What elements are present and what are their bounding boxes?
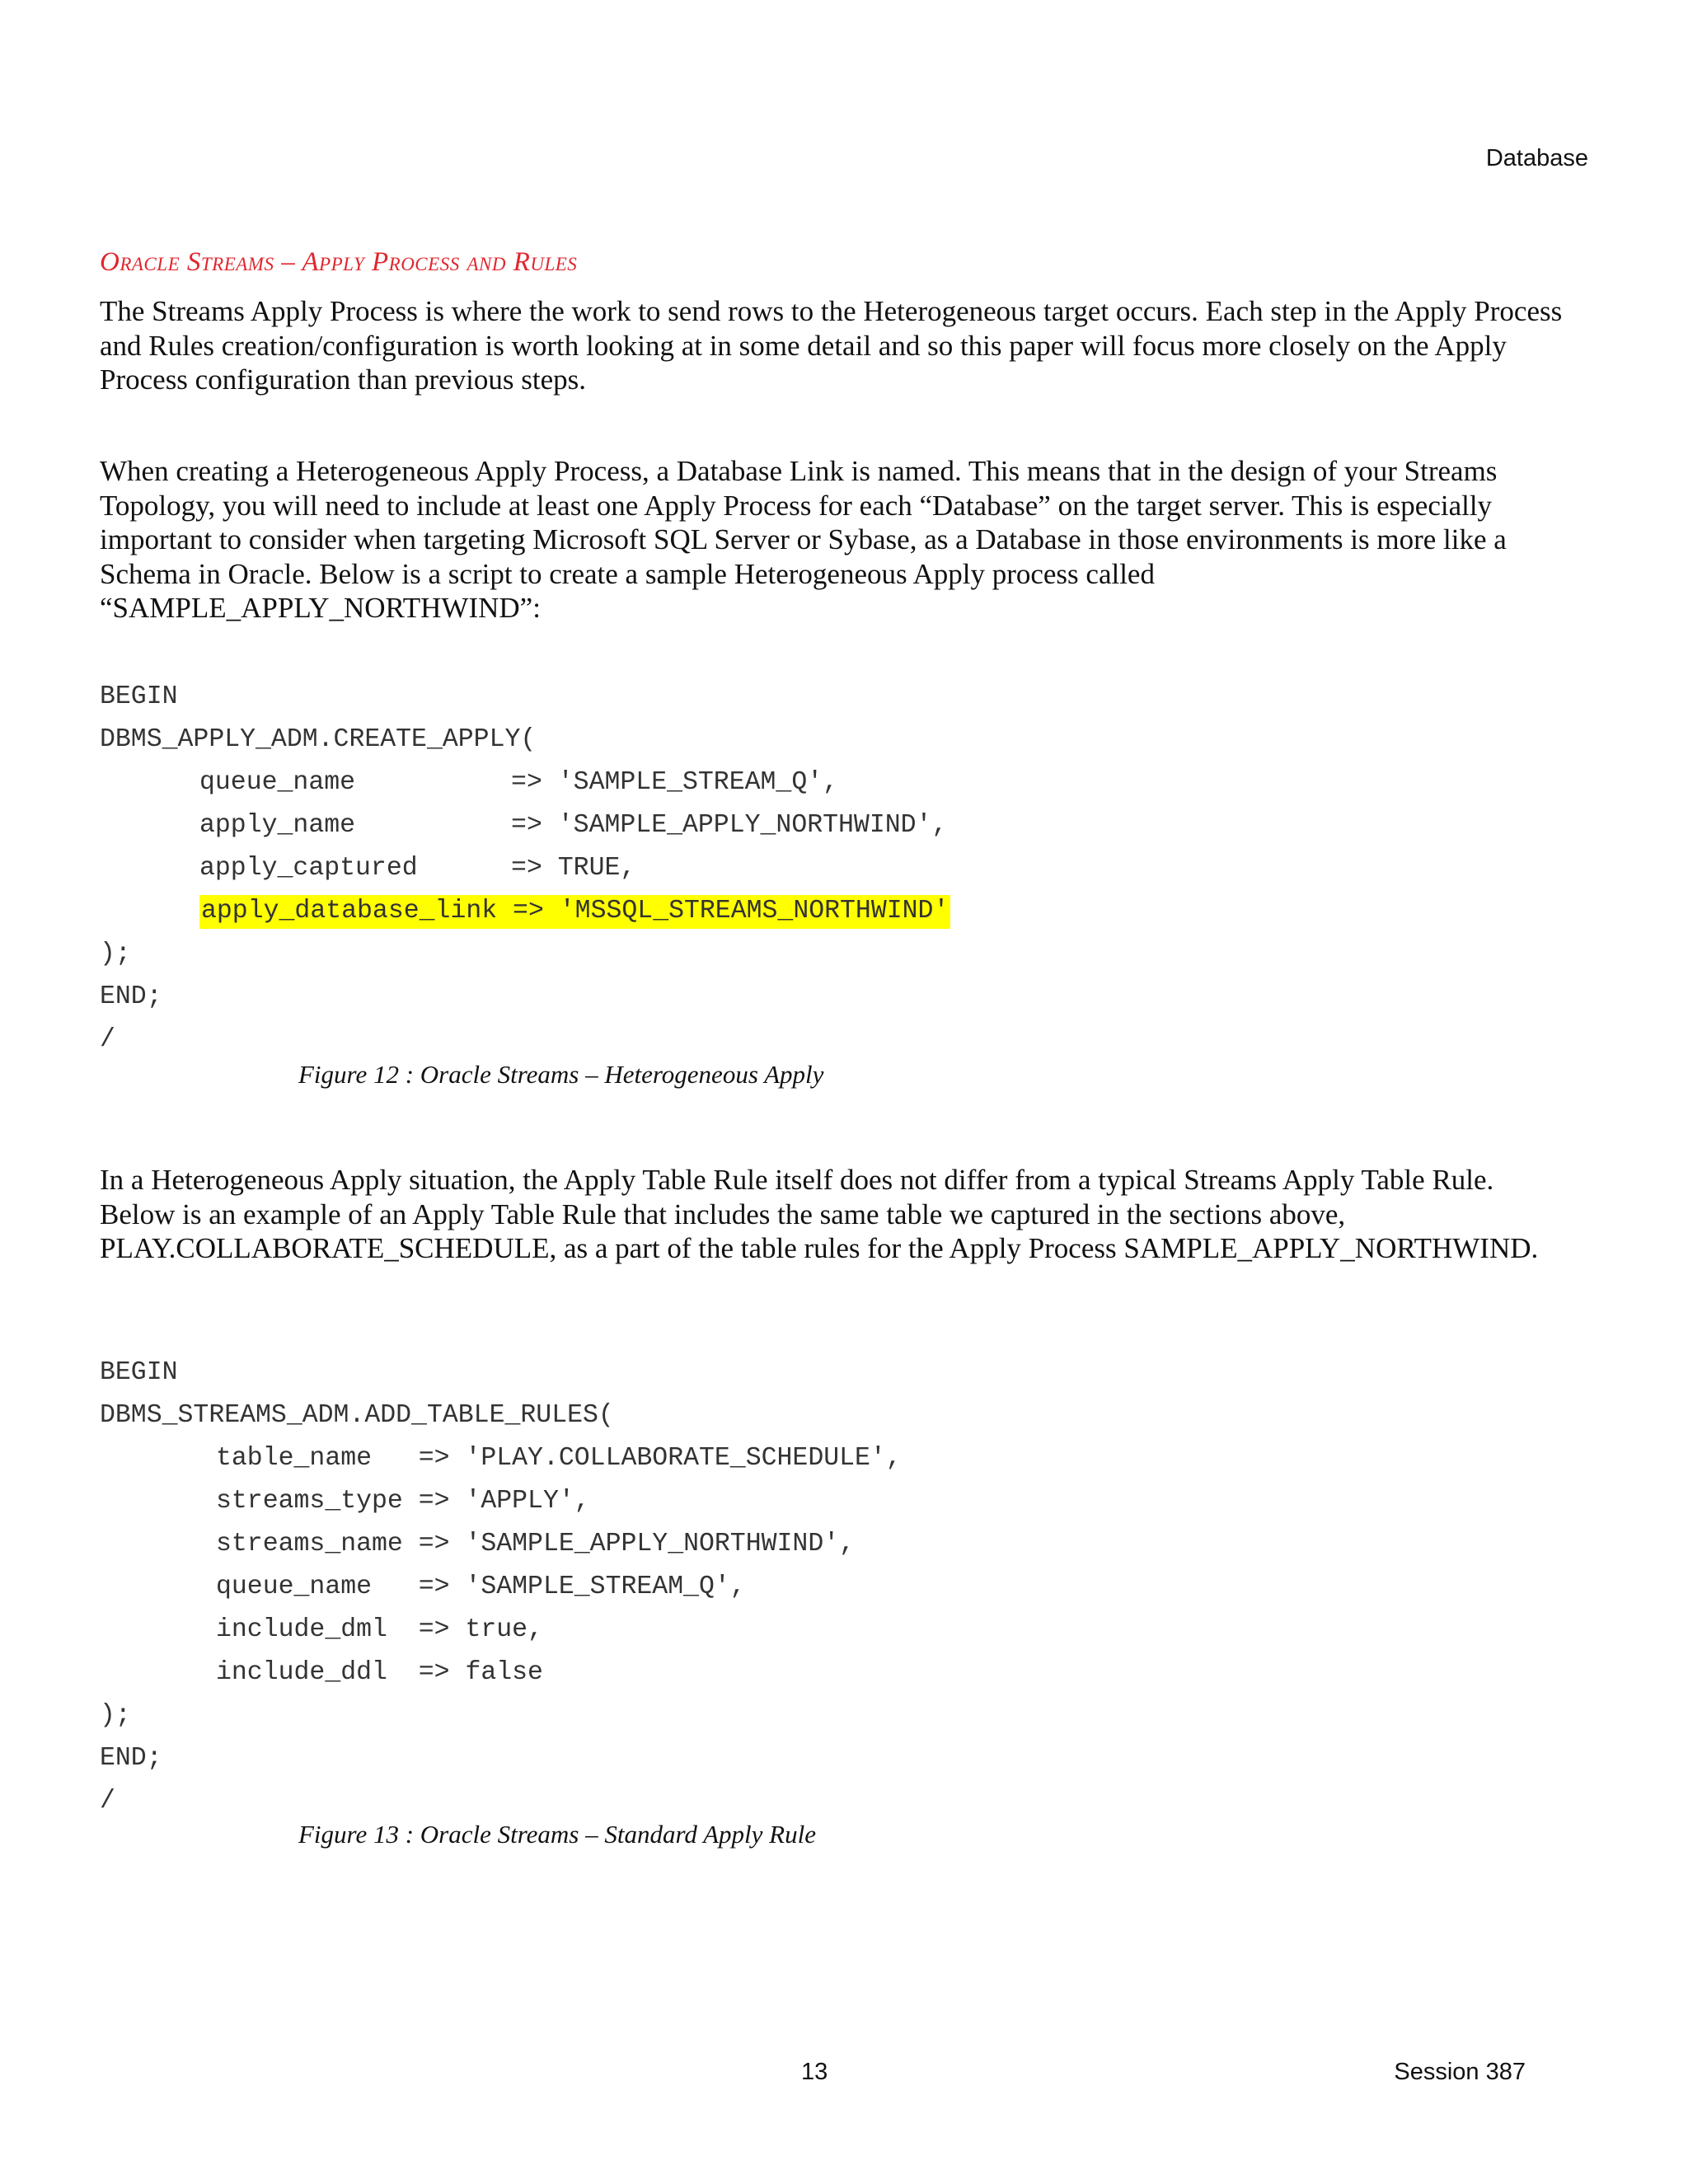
code-line: queue_name => 'SAMPLE_STREAM_Q', <box>216 1572 746 1601</box>
footer-session-label: Session 387 <box>1394 2059 1526 2085</box>
code-line: apply_captured => TRUE, <box>199 854 636 883</box>
code-line: include_ddl => false <box>216 1658 543 1687</box>
paragraph-apply-table-rule: In a Heterogeneous Apply situation, the Apply Table Rule itself does not differ from a typical Streams Apply Table Rule. Below is an example of an Apply Table Rule that includes the same table we captured in the sections above, PLAY.COLLABORATE_SCHEDULE, as a part of the table rules for the Apply Process SAMPLE_APPLY_NORTHWIND. <box>100 1164 1539 1264</box>
paragraph-database-link: When creating a Heterogeneous Apply Process, a Database Link is named. This means that in the design of your Streams Topology, you will need to include at least one Apply Process for each “Database” on the target server. This is especially important to consider when targeting Microsoft SQL Server or Sybase, as a Database in those environments is more like a Schema in Oracle. Below is a script to create a sample Heterogeneous Apply process called “SAMPLE_APPLY_NORTHWIND”: <box>100 455 1507 624</box>
code-line: BEGIN <box>100 1358 178 1387</box>
code-line: / <box>100 1787 115 1816</box>
figure-12-caption: Figure 12 : Oracle Streams – Heterogeneous Apply <box>298 1060 824 1089</box>
code-line: END; <box>100 1744 162 1773</box>
code-line: BEGIN <box>100 682 178 711</box>
header-section-label: Database <box>1485 145 1588 171</box>
code-line: / <box>100 1025 115 1054</box>
paragraph-apply-process-intro: The Streams Apply Process is where the work to send rows to the Heterogeneous target occurs. Each step in the Apply Process and Rules creation/configuration is worth looking at in some detail and so this paper will focus more closely on the Apply Process configuration than previous steps. <box>100 295 1563 396</box>
code-line: END; <box>100 982 162 1011</box>
code-line: ); <box>100 1701 131 1730</box>
section-title: Oracle Streams – Apply Process and Rules <box>100 247 578 277</box>
footer-page-number: 13 <box>801 2059 828 2085</box>
code-line: ); <box>100 940 131 968</box>
highlighted-database-link: apply_database_link => 'MSSQL_STREAMS_NORTHWIND' <box>199 895 950 929</box>
code-line-highlighted <box>100 890 1567 933</box>
code-line: DBMS_STREAMS_ADM.ADD_TABLE_RULES( <box>100 1401 614 1430</box>
figure-13-caption: Figure 13 : Oracle Streams – Standard Apply Rule <box>298 1820 816 1849</box>
code-block-add-table-rules <box>100 1352 1567 1823</box>
code-block-create-apply <box>100 676 1567 1062</box>
code-line: table_name => 'PLAY.COLLABORATE_SCHEDULE', <box>216 1444 902 1473</box>
code-line: apply_name => 'SAMPLE_APPLY_NORTHWIND', <box>199 811 948 840</box>
code-line: streams_type => 'APPLY', <box>216 1487 590 1516</box>
code-line: DBMS_APPLY_ADM.CREATE_APPLY( <box>100 725 537 754</box>
code-line: include_dml => true, <box>216 1615 543 1644</box>
code-line: streams_name => 'SAMPLE_APPLY_NORTHWIND', <box>216 1530 856 1558</box>
code-line: queue_name => 'SAMPLE_STREAM_Q', <box>199 768 839 797</box>
